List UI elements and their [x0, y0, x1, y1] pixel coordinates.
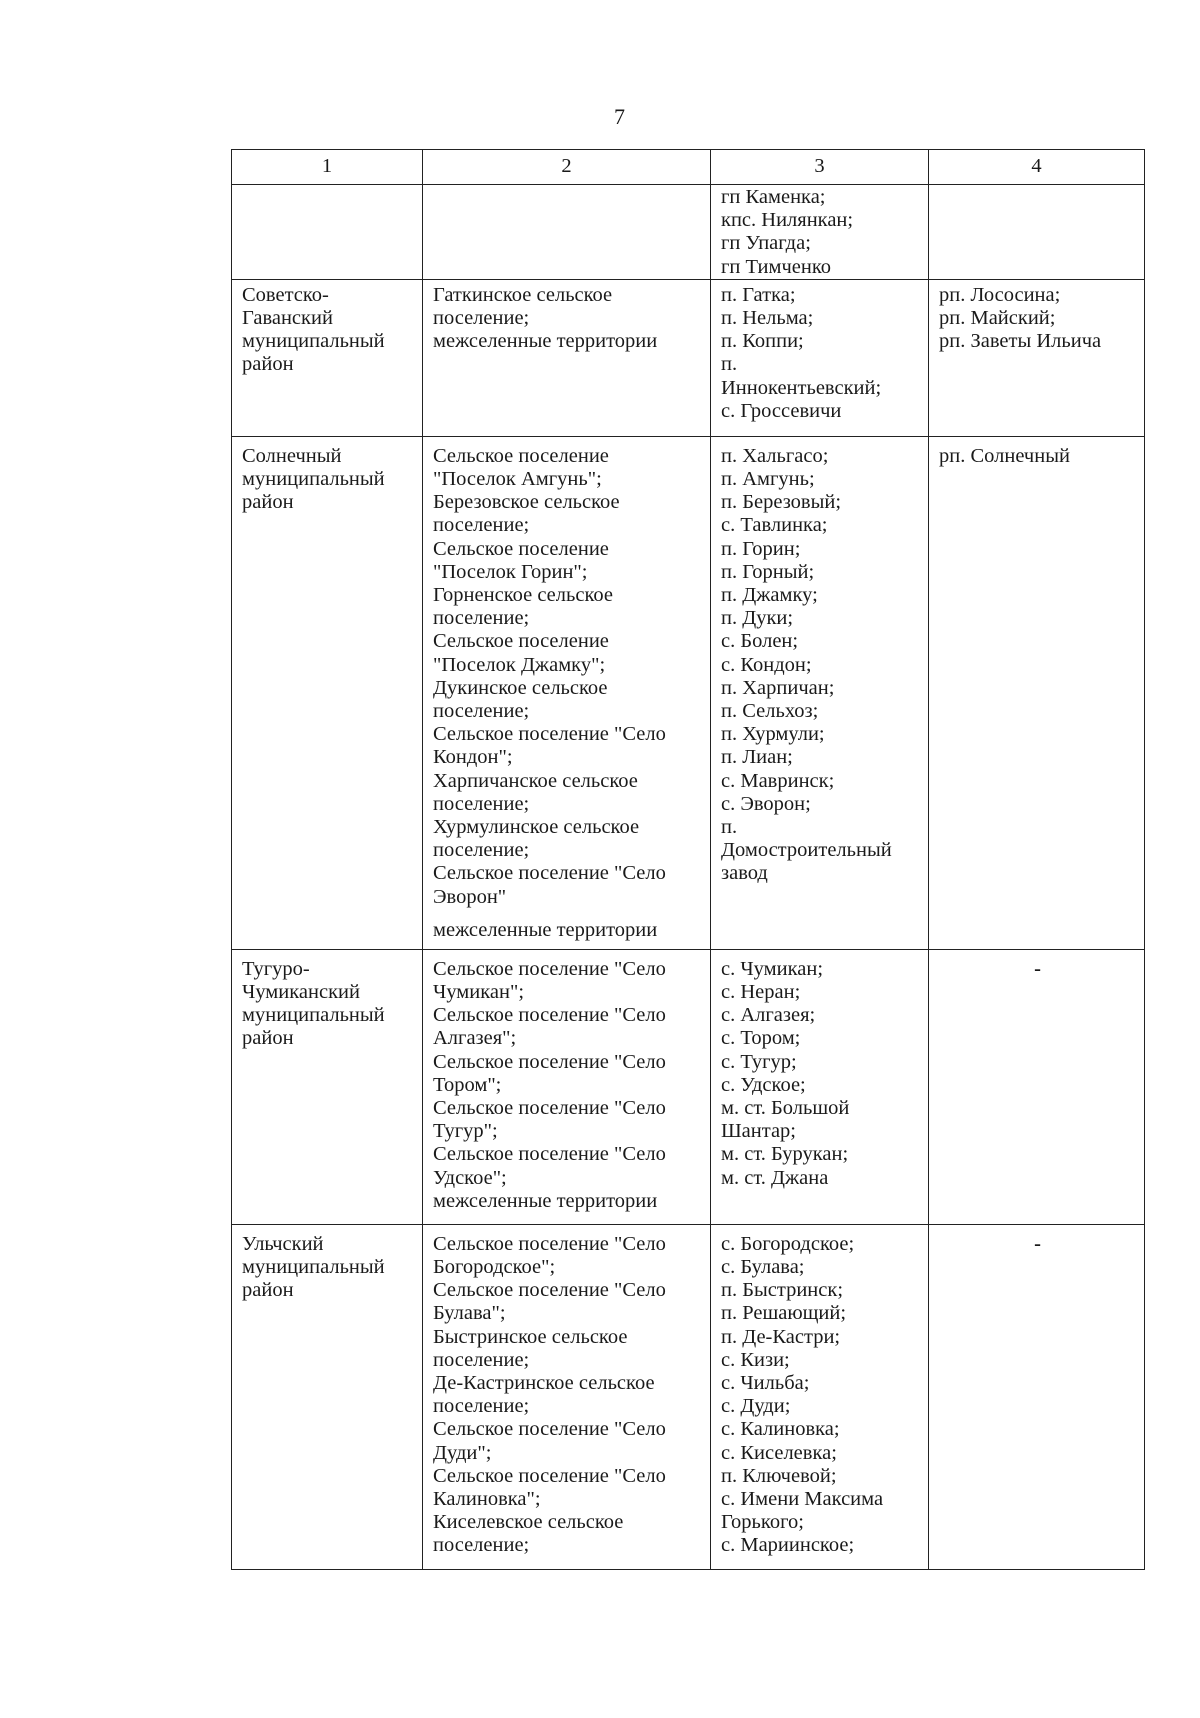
district-cell: [232, 1224, 423, 1569]
cell-line: муниципальный: [242, 330, 385, 353]
cell-line: межселенные территории: [433, 1189, 658, 1212]
cell-line: рп. Лососина;: [939, 283, 1061, 306]
cell-line: с. Булава;: [721, 1256, 805, 1279]
cell-line: район: [242, 491, 294, 514]
cell-line: Домостроительный: [721, 839, 892, 862]
header-cell-3: 3: [711, 150, 929, 185]
cell-line: Де-Кастринское сельское: [433, 1372, 655, 1395]
cell-line: Сельское поселение: [433, 537, 609, 560]
cell-line: муниципальный: [242, 1256, 385, 1279]
cell-line: м. ст. Бурукан;: [721, 1143, 849, 1166]
table-row: [232, 279, 1145, 436]
cell-line: п. Решающий;: [721, 1302, 847, 1325]
cell-line: с. Богородское;: [721, 1232, 855, 1255]
cell-line: Сельское поселение: [433, 444, 609, 467]
cell-line: п.: [721, 816, 738, 839]
cell-line: п. Амгунь;: [721, 468, 815, 491]
cell-line: Эворон": [433, 885, 507, 908]
cell-line: Сельское поселение "Село: [433, 1418, 666, 1441]
cell-line: п. Лиан;: [721, 746, 793, 769]
localities-cell: [711, 949, 929, 1224]
localities-cell: [711, 185, 929, 280]
cell-line: п. Хурмули;: [721, 723, 825, 746]
settlements-list: [433, 445, 702, 909]
cell-line: поселение;: [433, 700, 530, 723]
table-row: [232, 436, 1145, 949]
cell-line: поселение;: [433, 1534, 530, 1557]
cell-line: с. Тавлинка;: [721, 514, 828, 537]
cell-line: Сельское поселение "Село: [433, 1279, 666, 1302]
cell-line: Гаванский: [242, 307, 333, 330]
cell-line: межселенные территории: [433, 330, 658, 353]
cell-line: п. Быстринск;: [721, 1279, 844, 1302]
cell-line: гп Упагда;: [721, 232, 811, 255]
cell-line: район: [242, 1279, 294, 1302]
cell-line: Булава";: [433, 1302, 506, 1325]
cell-line: с. Мавринск;: [721, 769, 835, 792]
cell-line: муниципальный: [242, 468, 385, 491]
cell-line: с. Кондон;: [721, 653, 812, 676]
cell-line: Чумиканский: [242, 981, 360, 1004]
cell-line: Чумикан";: [433, 981, 525, 1004]
cell-line: п. Гатка;: [721, 283, 796, 306]
urban-localities-cell: [929, 1224, 1145, 1569]
cell-line: "Поселок Амгунь";: [433, 468, 602, 491]
district-cell: [232, 436, 423, 949]
dash-mark: -: [1034, 957, 1041, 980]
district-cell: [232, 279, 423, 436]
cell-line: Сельское поселение "Село: [433, 1232, 666, 1255]
cell-line: п. Сельхоз;: [721, 700, 819, 723]
cell-line: с. Тугур;: [721, 1050, 797, 1073]
table-row: [232, 1224, 1145, 1569]
cell-line: Шантар;: [721, 1120, 797, 1143]
cell-line: "Поселок Джамку";: [433, 653, 606, 676]
header-cell-2: 2: [423, 150, 711, 185]
cell-line: Солнечный: [242, 444, 342, 467]
cell-line: с. Мариинское;: [721, 1534, 855, 1557]
table-row: [232, 949, 1145, 1224]
cell-line: п. Де-Кастри;: [721, 1325, 841, 1348]
localities-cell: [711, 1224, 929, 1569]
cell-line: п.: [721, 353, 738, 376]
settlements-table: [231, 149, 1145, 1570]
cell-line: поселение;: [433, 1395, 530, 1418]
cell-line: п. Горин;: [721, 537, 801, 560]
urban-localities-cell: [929, 185, 1145, 280]
dash-mark: -: [1034, 1232, 1041, 1255]
cell-line: Горненское сельское: [433, 584, 613, 607]
cell-line: поселение;: [433, 1348, 530, 1371]
cell-line: Березовское сельское: [433, 491, 620, 514]
header-cell-4: 4: [929, 150, 1145, 185]
cell-line: муниципальный: [242, 1004, 385, 1027]
cell-line: п. Дуки;: [721, 607, 794, 630]
cell-line: поселение;: [433, 792, 530, 815]
cell-line: Советско-: [242, 283, 329, 306]
cell-line: п. Коппи;: [721, 330, 804, 353]
cell-line: м. ст. Большой: [721, 1097, 850, 1120]
cell-line: Сельское поселение "Село: [433, 1464, 666, 1487]
page-number: 7: [614, 104, 625, 129]
cell-line: Сельское поселение "Село: [433, 862, 666, 885]
district-cell: [232, 949, 423, 1224]
cell-line: Алгазея";: [433, 1027, 517, 1050]
cell-line: с. Киселевка;: [721, 1441, 837, 1464]
cell-line: район: [242, 1027, 294, 1050]
cell-line: Богородское";: [433, 1256, 556, 1279]
cell-line: Кондон";: [433, 746, 513, 769]
cell-line: с. Тором;: [721, 1027, 801, 1050]
cell-line: завод: [721, 862, 768, 885]
cell-line: с. Кизи;: [721, 1348, 790, 1371]
cell-line: гп Тимченко: [721, 255, 832, 278]
cell-line: Горького;: [721, 1511, 804, 1534]
cell-line: п. Харпичан;: [721, 676, 835, 699]
inter-settlement-territories: межселенные территории: [433, 918, 658, 941]
cell-line: Удское";: [433, 1166, 507, 1189]
cell-line: с. Дуди;: [721, 1395, 791, 1418]
cell-line: Сельское поселение: [433, 630, 609, 653]
cell-line: с. Имени Максима: [721, 1488, 884, 1511]
cell-line: с. Гроссевичи: [721, 399, 842, 422]
cell-line: Калиновка";: [433, 1488, 541, 1511]
cell-line: с. Удское;: [721, 1073, 806, 1096]
urban-localities-cell: [929, 436, 1145, 949]
cell-line: Быстринское сельское: [433, 1325, 628, 1348]
cell-line: поселение;: [433, 607, 530, 630]
localities-cell: [711, 279, 929, 436]
cell-line: Сельское поселение "Село: [433, 957, 666, 980]
header-cell-1: 1: [232, 150, 423, 185]
settlements-cell: [423, 436, 711, 949]
cell-line: п. Березовый;: [721, 491, 842, 514]
cell-line: рп. Солнечный: [939, 444, 1070, 467]
cell-line: Киселевское сельское: [433, 1511, 624, 1534]
cell-line: Харпичанское сельское: [433, 769, 638, 792]
cell-line: рп. Заветы Ильича: [939, 330, 1102, 353]
cell-line: Тугуро-: [242, 957, 310, 980]
cell-line: с. Болен;: [721, 630, 799, 653]
header-row: [232, 150, 1145, 185]
urban-localities-cell: [929, 949, 1145, 1224]
settlements-cell: [423, 949, 711, 1224]
cell-line: Тугур";: [433, 1120, 498, 1143]
cell-line: Сельское поселение "Село: [433, 1050, 666, 1073]
settlements-cell: [423, 185, 711, 280]
settlements-cell: [423, 1224, 711, 1569]
district-cell: [232, 185, 423, 280]
cell-line: п. Хальгасо;: [721, 444, 829, 467]
cell-line: поселение;: [433, 839, 530, 862]
cell-line: п. Ключевой;: [721, 1464, 837, 1487]
cell-line: Сельское поселение "Село: [433, 1143, 666, 1166]
cell-line: м. ст. Джана: [721, 1166, 829, 1189]
cell-line: Ульчский: [242, 1232, 324, 1255]
cell-line: Сельское поселение "Село: [433, 1097, 666, 1120]
cell-line: с. Калиновка;: [721, 1418, 840, 1441]
cell-line: гп Каменка;: [721, 186, 826, 208]
cell-line: п. Джамку;: [721, 584, 818, 607]
cell-line: Гаткинское сельское: [433, 283, 613, 306]
localities-cell: [711, 436, 929, 949]
cell-line: п. Нельма;: [721, 307, 814, 330]
cell-line: Иннокентьевский;: [721, 376, 882, 399]
cell-line: с. Эворон;: [721, 792, 811, 815]
table-row: [232, 185, 1145, 280]
cell-line: "Поселок Горин";: [433, 560, 588, 583]
cell-line: с. Неран;: [721, 981, 801, 1004]
cell-line: Дукинское сельское: [433, 676, 608, 699]
cell-line: рп. Майский;: [939, 307, 1056, 330]
cell-line: Тором";: [433, 1073, 502, 1096]
urban-localities-cell: [929, 279, 1145, 436]
cell-line: Хурмулинское сельское: [433, 816, 640, 839]
settlements-cell: [423, 279, 711, 436]
cell-line: с. Чильба;: [721, 1372, 810, 1395]
cell-line: Дуди";: [433, 1441, 492, 1464]
cell-line: поселение;: [433, 514, 530, 537]
cell-line: с. Алгазея;: [721, 1004, 816, 1027]
cell-line: кпс. Нилянкан;: [721, 209, 854, 232]
cell-line: Сельское поселение "Село: [433, 723, 666, 746]
cell-line: п. Горный;: [721, 560, 815, 583]
cell-line: район: [242, 353, 294, 376]
cell-line: с. Чумикан;: [721, 957, 824, 980]
cell-line: Сельское поселение "Село: [433, 1004, 666, 1027]
cell-line: поселение;: [433, 307, 530, 330]
